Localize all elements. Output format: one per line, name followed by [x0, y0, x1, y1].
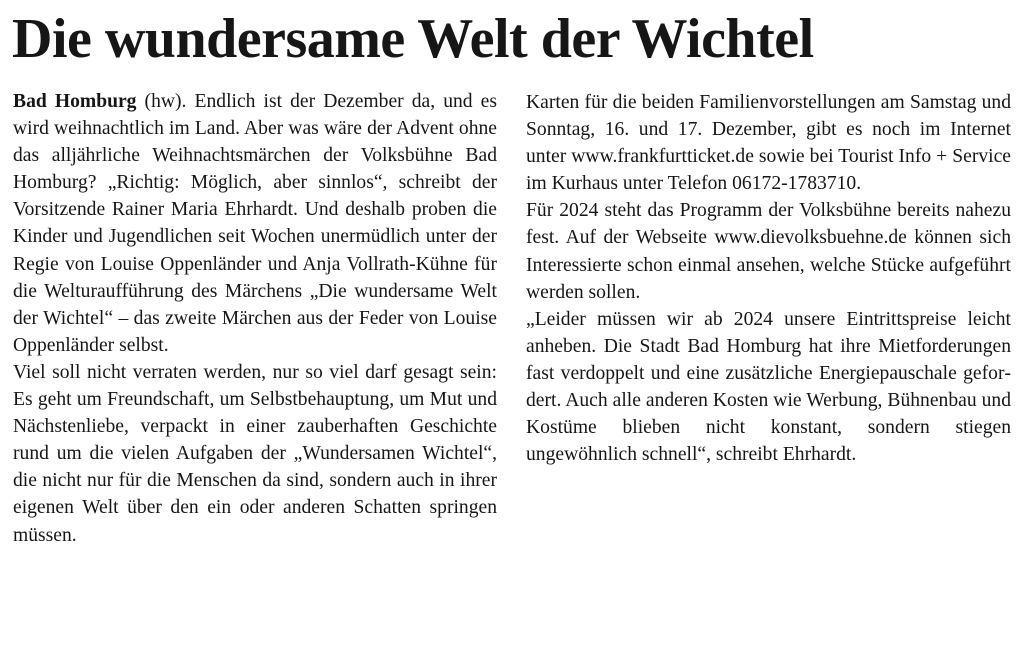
article-paragraph: Für 2024 steht das Programm der Volksbühne bereits nahezu fest. Auf der Webseite www.dievolksbuehne.de können sich Interessierte schon einmal ansehen, welche Stücke aufgeführt werden sollen.: [526, 200, 1011, 303]
dateline: Bad Homburg: [13, 91, 137, 112]
article-column-left: [13, 88, 497, 549]
paragraph-text: (hw). Endlich ist der Dezember da, und es wird weihnachtlich im Land. Aber was wäre der Advent ohne das alljährliche Weihnachtsmärchen der Volksbühne Bad Homburg? „Richtig: Möglich, aber sinnlos“, schreibt der Vorsitzende Rainer Maria Ehrhardt. Und deshalb proben die Kinder und Jugendlichen seit Wochen unermüdlich unter der Regie von Louise Oppenländer und Anja Vollrath-Kühne für die Welturaufführung des Märchens „Die wundersame Welt der Wichtel“ – das zweite Märchen aus der Feder von Louise Oppenländer selbst.: [13, 91, 497, 356]
article-headline: Die wundersame Welt der Wichtel: [12, 8, 814, 70]
article-paragraph: „Leider müssen wir ab 2024 unsere Eintrittspreise leicht anheben. Die Stadt Bad Homburg hat ihre Mietforderungen fast verdoppelt und eine zusätzliche Energiepauschale gefordert. Auch alle anderen Kosten wie Werbung, Bühnenbau und Kostüme blieben nicht konstant, sondern stiegen ungewöhnlich schnell“, schreibt Ehrhardt.: [526, 308, 1011, 466]
article-paragraph: [13, 88, 497, 359]
article-paragraph: Karten für die beiden Familienvorstellungen am Samstag und Sonntag, 16. und 17. Dezember, gibt es noch im Internet unter www.frankfurtticket.de sowie bei Tourist Info + Service im Kurhaus unter Telefon 06172-1783710.: [526, 92, 1011, 195]
article-paragraph: Viel soll nicht verraten werden, nur so viel darf gesagt sein: Es geht um Freundschaft, um Selbstbehauptung, um Mut und Nächstenliebe, verpackt in einer zauberhaften Geschichte rund um die vielen Aufgaben der „Wundersamen Wichtel“, die nicht nur für die Menschen da sind, sondern auch in ihrer eigenen Welt über den ein oder anderen Schatten springen müssen.: [13, 361, 497, 546]
article-column-right: [526, 89, 1011, 468]
